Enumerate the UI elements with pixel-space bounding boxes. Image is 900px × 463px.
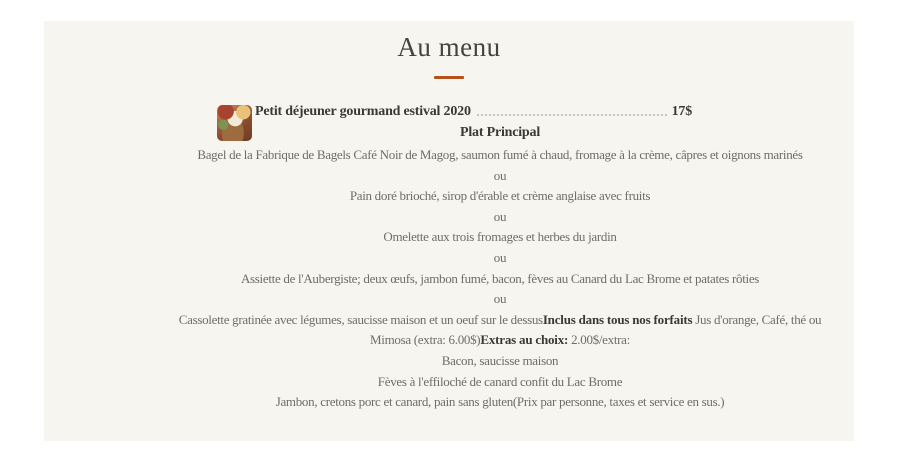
- menu-description-line: [150, 310, 850, 331]
- menu-description-text: Assiette de l'Aubergiste; deux œufs, jambon fumé, bacon, fèves au Canard du Lac Brome et patates rôties: [240, 270, 760, 286]
- menu-item-header: [255, 104, 692, 120]
- menu-description-bold-text: Extras au choix:: [480, 332, 569, 348]
- menu-description: [150, 145, 850, 413]
- menu-description-line: [150, 269, 850, 290]
- dotted-leader: [477, 114, 667, 116]
- menu-description-line: [150, 145, 850, 166]
- menu-description-line: [150, 248, 850, 269]
- menu-description-line: [150, 207, 850, 228]
- menu-description-line: [150, 186, 850, 207]
- page-title: Au menu: [397, 32, 501, 62]
- menu-description-line: [150, 351, 850, 372]
- menu-description-line: [150, 227, 850, 248]
- menu-item-subtitle: Plat Principal: [459, 125, 541, 140]
- menu-description-bold-text: Inclus dans tous nos forfaits: [542, 311, 693, 327]
- menu-description-line: [150, 289, 850, 310]
- menu-item-title: Petit déjeuner gourmand estival 2020: [255, 104, 471, 119]
- menu-description-text: Cassolette gratinée avec légumes, saucisse maison et un oeuf sur le dessus: [178, 311, 543, 327]
- menu-description-text: ou: [493, 291, 507, 307]
- menu-description-text: Mimosa (extra: 6.00$): [370, 332, 481, 348]
- menu-item: [44, 104, 854, 413]
- menu-description-line: [150, 372, 850, 393]
- menu-description-text: Bagel de la Fabrique de Bagels Café Noir de Magog, saumon fumé à chaud, fromage à la crème, câpres et oignons marinés: [197, 147, 803, 162]
- menu-description-line: [150, 166, 850, 187]
- menu-item-price: 17$: [671, 104, 692, 119]
- menu-description-text: Fèves à l'effiloché de canard confit du Lac Brome: [377, 373, 623, 389]
- menu-description-text: 2.00$/extra:: [568, 332, 630, 348]
- menu-description-text: Omelette aux trois fromages et herbes du jardin: [383, 229, 617, 245]
- menu-description-text: Bacon, saucisse maison: [441, 352, 559, 368]
- accent-divider: [434, 76, 464, 79]
- menu-description-text: ou: [493, 249, 507, 265]
- menu-description-line: [150, 392, 850, 413]
- menu-item-photo: [217, 105, 252, 141]
- menu-description-text: Jus d'orange, Café, thé ou: [692, 311, 822, 327]
- menu-description-text: ou: [493, 208, 507, 224]
- menu-description-text: Jambon, cretons porc et canard, pain sans gluten(Prix par personne, taxes et service en sus.): [275, 394, 725, 410]
- menu-description-line: [150, 330, 850, 351]
- menu-description-text: ou: [493, 167, 507, 183]
- menu-description-text: Pain doré brioché, sirop d'érable et crème anglaise avec fruits: [349, 188, 651, 204]
- menu-panel: [44, 21, 854, 441]
